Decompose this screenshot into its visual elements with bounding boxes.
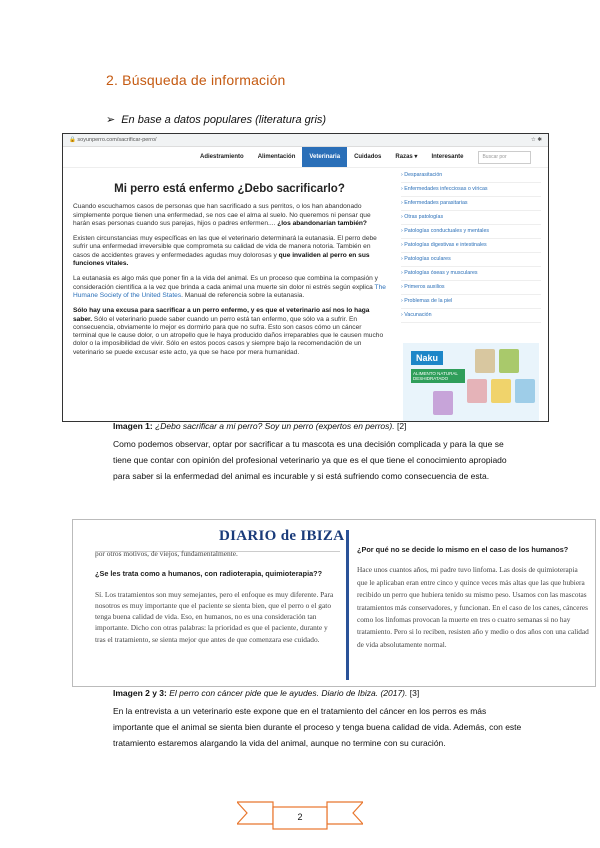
article-paragraph: Cuando escuchamos casos de personas que han sacrificado a sus perritos, o los han abandonado simplemente porque tienen una enfermedad, se nos cae el alma al suelo. No queremos ni pensar que harán esas personas cuando sus parejas, hijos o padres enfermen.... ¿los abandonarían también? bbox=[73, 203, 371, 227]
article-link: The Humane Society of the United States bbox=[73, 283, 386, 299]
sidebar-item: › Patologías oculares bbox=[401, 253, 541, 267]
advertisement-banner bbox=[403, 343, 539, 421]
article-paragraph: Sólo hay una excusa para sacrificar a un perro enfermo, y es que el veterinario así nos lo haga saber. Sólo el veterinario puede saber cuando un perro está tan enfermo, que sólo va a sufrir. En consecuencia, obviamente lo mejor es dormirlo para que no sufra. Esto son casos cómo un cáncer terminal que le cause dolor, o un atropello que le haya producido daños irreparables que le causen mucho dolor o la imposibilidad de vivir. Sólo en estos pocos casos y siempre bajo la recomendación de un veterinario se puede excusar este acto, ya que se hace por mera humanidad. bbox=[73, 307, 384, 356]
sidebar-item: › Enfermedades parasitarias bbox=[401, 197, 541, 211]
interview-answer: Sí. Los tratamientos son muy semejantes, pero el enfoque es muy diferente. Para nosotros es muy importante que el paciente se sienta bien, que el perro o el gato tenga buena calidad de vida. Eso, en humanos, no es una consideración tan importante. Dicho con otras palabras: la prioridad es que el paciente, durante y tras el tratamiento, se sienta mejor que antes de que comenzara ese cuidado. bbox=[95, 589, 334, 644]
body-paragraph-2: En la entrevista a un veterinario este expone que en el tratamiento del cáncer en los perros es más importante que el animal se sienta bien durante el proceso y tenga buena calidad de vida. Además, con este tratamiento estaremos alargando la vida del animal, aunque no termine con su curación. bbox=[113, 706, 522, 748]
sidebar-item: › Patologías óseas y musculares bbox=[401, 267, 541, 281]
sidebar-item: › Otras patologías bbox=[401, 211, 541, 225]
page-number: 2 bbox=[297, 812, 303, 822]
ad-tagline: ALIMENTO NATURAL DESHIDRATADO bbox=[411, 369, 465, 383]
product-pack-icon bbox=[499, 349, 519, 373]
nav-item: Interesante bbox=[431, 154, 464, 160]
nav-item: Alimentación bbox=[257, 154, 296, 160]
product-pack-icon bbox=[475, 349, 495, 373]
browser-url-bar bbox=[63, 134, 548, 147]
arrow-bullet-icon: ➢ bbox=[106, 114, 116, 126]
right-column bbox=[357, 544, 589, 659]
caption-image-2-3: Imagen 2 y 3: El perro con cáncer pide que le ayudes. Diario de Ibiza. (2017). [3] bbox=[113, 688, 420, 698]
sidebar-item: › Problemas de la piel bbox=[401, 295, 541, 309]
sidebar-item: › Patologías conductuales y mentales bbox=[401, 225, 541, 239]
article-paragraph: Existen circunstancias muy específicas en las que el veterinario determinará la eutanasia. El perro debe sufrir una enfermedad irreversible que comprometa su calidad de vida de manera notoria. También en casos de accidentes graves y enfermedades agudas muy dolorosas y que invaliden al perro en sus funciones vitales. bbox=[73, 235, 377, 268]
url-text: soyunperro.com/sacrificar-perro/ bbox=[77, 137, 157, 143]
article bbox=[73, 169, 386, 364]
body-paragraph-1: Como podemos observar, optar por sacrificar a tu mascota es una decisión complicada y para la que se tiene que contar con opinión del profesional veterinario ya que es el que tiene el conocimiento apropiado para saber si la enfermedad del animal es incurable y si está sufriendo como consecuencia de esta. bbox=[113, 439, 507, 481]
interview-question: ¿Se les trata como a humanos, con radioterapia, quimioterapia?? bbox=[95, 569, 323, 579]
sidebar-item: › Vacunación bbox=[401, 309, 541, 323]
nav-item: Adiestramiento bbox=[200, 154, 244, 160]
nav-item: Razas ▾ bbox=[395, 154, 418, 160]
ad-brand-logo: Naku bbox=[411, 351, 443, 365]
site-nav bbox=[63, 147, 548, 168]
screenshot-soyunperro bbox=[62, 133, 549, 422]
column-divider bbox=[346, 530, 349, 680]
subheading bbox=[106, 113, 326, 126]
interview-answer: Hace unos cuantos años, mi padre tuvo linfoma. Las dosis de quimioterapia que le aplicaban eran entre cinco y quince veces más altas que las que hubiera recibido un perro que hubiera tenido su mismo peso. Usamos con las mascotas tratamientos más conservadores, y funcionan. En el caso de los canes, cánceres como los linfomas provocan la muerte en tres o cuatro semanas si no hay tratamiento. Pero si lo reciben, resisten año y medio o dos años con una calidad de vida absolutamente normal. bbox=[357, 565, 589, 649]
sidebar-item: › Patologías digestivas e intestinales bbox=[401, 239, 541, 253]
article-title: Mi perro está enfermo ¿Debo sacrificarlo? bbox=[114, 183, 345, 195]
product-pack-icon bbox=[467, 379, 487, 403]
interview-text: por otros motivos, de viejos, fundamentalmente. bbox=[95, 549, 238, 558]
section-heading: 2. Búsqueda de información bbox=[106, 72, 286, 88]
sidebar-item: › Enfermedades infecciosas o víricas bbox=[401, 183, 541, 197]
screenshot-diario-ibiza bbox=[72, 519, 596, 687]
interview-question: ¿Por qué no se decide lo mismo en el caso de los humanos? bbox=[357, 545, 569, 554]
nav-item-active: Veterinaria bbox=[302, 147, 347, 167]
left-column bbox=[95, 548, 340, 654]
product-pack-icon bbox=[515, 379, 535, 403]
sidebar-item: › Primeros auxilios bbox=[401, 281, 541, 295]
search-input: Buscar por bbox=[478, 151, 531, 164]
nav-item: Cuidados bbox=[354, 154, 382, 160]
product-pack-icon bbox=[491, 379, 511, 403]
star-icon: ☆ ✱ bbox=[530, 137, 542, 143]
caption-image-1: Imagen 1: ¿Debo sacrificar a mi perro? Soy un perro (expertos en perros). [2] bbox=[113, 421, 407, 431]
sidebar-item: › Desparasitación bbox=[401, 169, 541, 183]
lock-icon: 🔒 bbox=[69, 137, 76, 143]
subheading-text: En base a datos populares (literatura gris) bbox=[121, 113, 327, 126]
product-pack-icon bbox=[433, 391, 453, 415]
article-paragraph: La eutanasia es algo más que poner fin a la vida del animal. Es un proceso que combina la compasión y consideración científica a la vez que brinda a cada animal una muerte sin dolor ni estrés según explica The Humane Society of the United States. Manual de referencia sobre la eutanasia. bbox=[73, 275, 386, 299]
sidebar-categories bbox=[401, 169, 541, 323]
newspaper-logo: DIARIO de IBIZA bbox=[219, 528, 345, 544]
page-number-ribbon bbox=[237, 800, 363, 830]
